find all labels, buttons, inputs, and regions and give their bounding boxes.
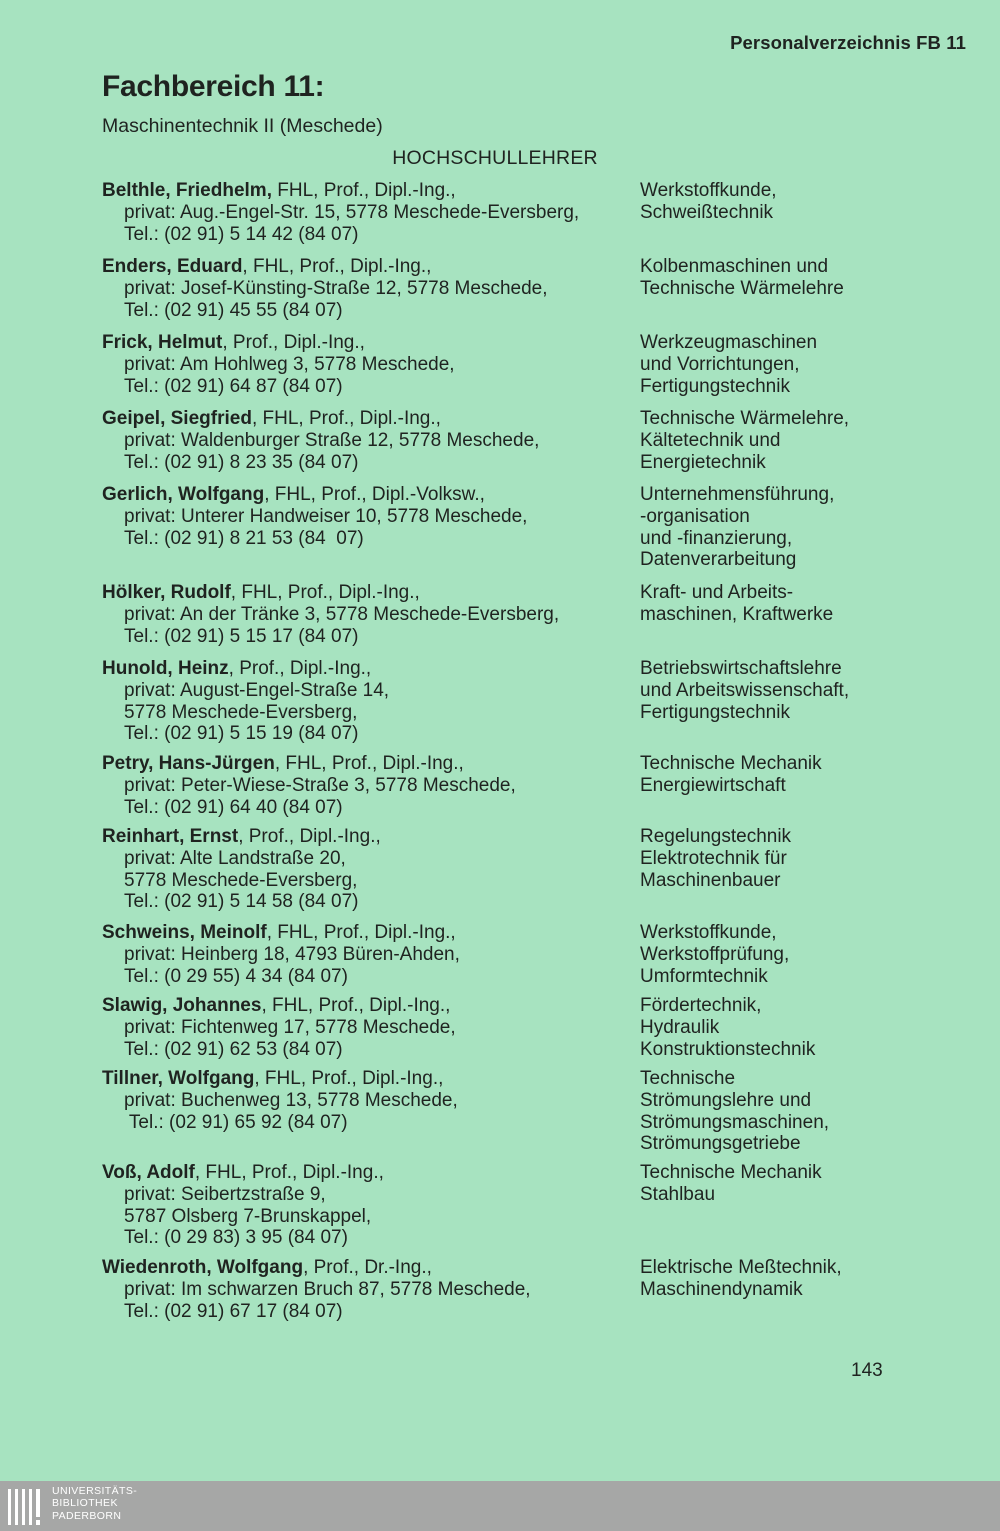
library-name-line: UNIVERSITÄTS- [52, 1485, 138, 1497]
subject-line: Werkstoffprüfung, [640, 943, 790, 965]
subject-line: und Arbeitswissenschaft, [640, 679, 850, 701]
staff-person [102, 484, 637, 549]
subject-line: Unternehmensführung, [640, 484, 835, 505]
staff-address-line: 5787 Olsberg 7-Brunskappel, [124, 1205, 372, 1227]
staff-name: Enders, Eduard [102, 256, 243, 277]
staff-person [102, 332, 637, 397]
staff-address-line: privat: Aug.-Engel-Str. 15, 5778 Meschede-Eversberg, [124, 201, 580, 223]
staff-person [102, 1162, 637, 1249]
subject-line: Werkzeugmaschinen [640, 332, 818, 353]
staff-title: , FHL, Prof., Dipl.-Ing., [194, 1162, 384, 1183]
staff-title: , FHL, Prof., Dipl.-Ing., [254, 1068, 444, 1089]
staff-address-line: privat: An der Tränke 3, 5778 Meschede-Eversberg, [124, 603, 560, 625]
staff-title: , FHL, Prof., Dipl.-Ing., [251, 408, 441, 429]
staff-address-line: privat: Am Hohlweg 3, 5778 Meschede, [124, 353, 455, 375]
staff-name: Tillner, Wolfgang [102, 1068, 255, 1089]
staff-name: Hunold, Heinz [102, 658, 229, 679]
staff-name: Gerlich, Wolfgang [102, 484, 265, 505]
subject-line: Technische Wärmelehre [640, 277, 844, 299]
subject-line: Strömungsmaschinen, [640, 1111, 830, 1133]
subject-line: Maschinendynamik [640, 1278, 803, 1300]
subject-line: und Vorrichtungen, [640, 353, 800, 375]
staff-address-line: 5778 Meschede-Eversberg, [124, 869, 358, 891]
staff-address-line: Tel.: (02 91) 67 17 (84 07) [124, 1300, 343, 1322]
subject-line: Maschinenbauer [640, 869, 781, 891]
subject-line: Fertigungstechnik [640, 375, 790, 397]
subject-line: Konstruktionstechnik [640, 1038, 816, 1060]
staff-person [102, 658, 637, 745]
subject-line: und -finanzierung, [640, 527, 793, 549]
subject-line: Elektrische Meßtechnik, [640, 1257, 842, 1278]
staff-person [102, 256, 637, 321]
staff-name: Frick, Helmut [102, 332, 223, 353]
staff-person [102, 1257, 637, 1322]
staff-address-line: privat: Im schwarzen Bruch 87, 5778 Meschede, [124, 1278, 531, 1300]
staff-title: , FHL, Prof., Dipl.-Volksw., [264, 484, 485, 505]
staff-subjects [640, 484, 970, 571]
staff-name-line [102, 922, 637, 944]
staff-name-line [102, 582, 637, 604]
subject-line: Technische Wärmelehre, [640, 408, 850, 429]
staff-title: , FHL, Prof., Dipl.-Ing., [230, 582, 420, 603]
subject-line: Technische [640, 1068, 736, 1089]
library-logo-icon [8, 1487, 48, 1527]
subject-line: Hydraulik [640, 1016, 720, 1038]
subject-line: Kraft- und Arbeits- [640, 582, 794, 603]
staff-title: , Prof., Dipl.-Ing., [228, 658, 372, 679]
staff-person [102, 922, 637, 987]
staff-name: Schweins, Meinolf [102, 922, 267, 943]
staff-address-line: Tel.: (02 91) 64 40 (84 07) [124, 796, 343, 818]
subject-line: maschinen, Kraftwerke [640, 603, 834, 625]
staff-address-line: privat: Peter-Wiese-Straße 3, 5778 Meschede, [124, 774, 516, 796]
page-number: 143 [851, 1360, 883, 1381]
subject-line: Strömungslehre und [640, 1089, 812, 1111]
subject-line: -organisation [640, 505, 750, 527]
staff-person [102, 180, 637, 245]
staff-address-line: Tel.: (02 91) 5 15 17 (84 07) [124, 625, 359, 647]
staff-name: Geipel, Siegfried [102, 408, 252, 429]
staff-subjects [640, 256, 970, 300]
staff-address-line: Tel.: (02 91) 5 14 42 (84 07) [124, 223, 359, 245]
staff-name-line [102, 332, 637, 354]
staff-subjects [640, 408, 970, 473]
running-head: Personalverzeichnis FB 11 [730, 32, 966, 53]
subject-line: Werkstoffkunde, [640, 922, 777, 943]
staff-name-line [102, 180, 637, 202]
staff-title: , FHL, Prof., Dipl.-Ing., [242, 256, 432, 277]
staff-subjects [640, 582, 970, 626]
staff-address-line: privat: August-Engel-Straße 14, [124, 679, 390, 701]
staff-name: Petry, Hans-Jürgen [102, 753, 275, 774]
staff-title: FHL, Prof., Dipl.-Ing., [271, 180, 456, 201]
staff-name-line [102, 256, 637, 278]
staff-subjects [640, 1068, 970, 1155]
staff-title: , FHL, Prof., Dipl.-Ing., [274, 753, 464, 774]
staff-name-line [102, 1257, 637, 1279]
staff-subjects [640, 826, 970, 891]
subject-line: Fertigungstechnik [640, 701, 790, 723]
subject-line: Energietechnik [640, 451, 766, 473]
subject-line: Kolbenmaschinen und [640, 256, 829, 277]
staff-person [102, 753, 637, 818]
staff-subjects [640, 658, 970, 723]
subject-line: Energiewirtschaft [640, 774, 786, 796]
staff-person [102, 1068, 637, 1133]
staff-title: , Prof., Dipl.-Ing., [238, 826, 381, 847]
staff-address-line: Tel.: (0 29 83) 3 95 (84 07) [124, 1227, 348, 1249]
staff-name-line [102, 1162, 637, 1184]
staff-address-line: Tel.: (02 91) 65 92 (84 07) [124, 1111, 348, 1133]
staff-subjects [640, 922, 970, 987]
staff-address-line: Tel.: (02 91) 62 53 (84 07) [124, 1038, 343, 1060]
staff-name: Hölker, Rudolf [102, 582, 231, 603]
staff-address-line: Tel.: (02 91) 45 55 (84 07) [124, 299, 343, 321]
staff-name: Voß, Adolf [102, 1162, 195, 1183]
staff-name-line [102, 1068, 637, 1090]
subject-line: Schweißtechnik [640, 201, 774, 223]
staff-name-line [102, 484, 637, 506]
staff-name: Slawig, Johannes [102, 995, 262, 1016]
staff-subjects [640, 753, 970, 797]
staff-subjects [640, 995, 970, 1060]
section-heading: HOCHSCHULLEHRER [392, 147, 598, 169]
subject-line: Stahlbau [640, 1183, 716, 1205]
staff-name-line [102, 658, 637, 680]
staff-address-line: privat: Unterer Handweiser 10, 5778 Meschede, [124, 505, 528, 527]
staff-name-line [102, 995, 637, 1017]
staff-name: Belthle, Friedhelm, [102, 180, 272, 201]
library-footer [0, 1481, 1000, 1531]
page-subtitle: Maschinentechnik II (Meschede) [102, 115, 383, 137]
subject-line: Technische Mechanik [640, 753, 822, 774]
subject-line: Kältetechnik und [640, 429, 781, 451]
staff-address-line: Tel.: (02 91) 8 23 35 (84 07) [124, 451, 359, 473]
staff-address-line: privat: Heinberg 18, 4793 Büren-Ahden, [124, 943, 460, 965]
staff-name-line [102, 753, 637, 775]
staff-address-line: privat: Waldenburger Straße 12, 5778 Meschede, [124, 429, 540, 451]
staff-address-line: privat: Buchenweg 13, 5778 Meschede, [124, 1089, 458, 1111]
library-name-line: BIBLIOTHEK [52, 1497, 118, 1510]
subject-line: Technische Mechanik [640, 1162, 822, 1183]
staff-name: Wiedenroth, Wolfgang [102, 1257, 304, 1278]
staff-title: , FHL, Prof., Dipl.-Ing., [266, 922, 456, 943]
staff-address-line: privat: Fichtenweg 17, 5778 Meschede, [124, 1016, 456, 1038]
staff-person [102, 582, 637, 647]
staff-title: , Prof., Dipl.-Ing., [222, 332, 365, 353]
subject-line: Betriebswirtschaftslehre [640, 658, 842, 679]
subject-line: Fördertechnik, [640, 995, 762, 1016]
subject-line: Elektrotechnik für [640, 847, 787, 869]
staff-address-line: Tel.: (02 91) 5 14 58 (84 07) [124, 891, 359, 913]
staff-name-line [102, 408, 637, 430]
staff-name: Reinhart, Ernst [102, 826, 239, 847]
subject-line: Werkstoffkunde, [640, 180, 777, 201]
staff-address-line: privat: Seibertzstraße 9, [124, 1183, 326, 1205]
staff-person [102, 408, 637, 473]
staff-address-line: Tel.: (02 91) 8 21 53 (84 07) [124, 527, 364, 549]
staff-subjects [640, 332, 970, 397]
subject-line: Datenverarbeitung [640, 549, 797, 571]
staff-subjects [640, 1162, 970, 1206]
staff-address-line: 5778 Meschede-Eversberg, [124, 701, 358, 723]
subject-line: Regelungstechnik [640, 826, 792, 847]
staff-subjects [640, 180, 970, 224]
staff-address-line: Tel.: (02 91) 5 15 19 (84 07) [124, 723, 359, 745]
staff-title: , FHL, Prof., Dipl.-Ing., [261, 995, 451, 1016]
staff-address-line: privat: Josef-Künsting-Straße 12, 5778 Meschede, [124, 277, 548, 299]
staff-subjects [640, 1257, 970, 1301]
subject-line: Umformtechnik [640, 965, 768, 987]
subject-line: Strömungsgetriebe [640, 1133, 801, 1155]
library-name [52, 1485, 137, 1522]
staff-name-line [102, 826, 637, 848]
staff-address-line: privat: Alte Landstraße 20, [124, 847, 346, 869]
staff-address-line: Tel.: (0 29 55) 4 34 (84 07) [124, 965, 348, 987]
staff-title: , Prof., Dr.-Ing., [303, 1257, 432, 1278]
library-name-line: PADERBORN [52, 1509, 122, 1522]
staff-address-line: Tel.: (02 91) 64 87 (84 07) [124, 375, 343, 397]
staff-person [102, 995, 637, 1060]
page-title: Fachbereich 11: [102, 70, 325, 103]
staff-person [102, 826, 637, 913]
